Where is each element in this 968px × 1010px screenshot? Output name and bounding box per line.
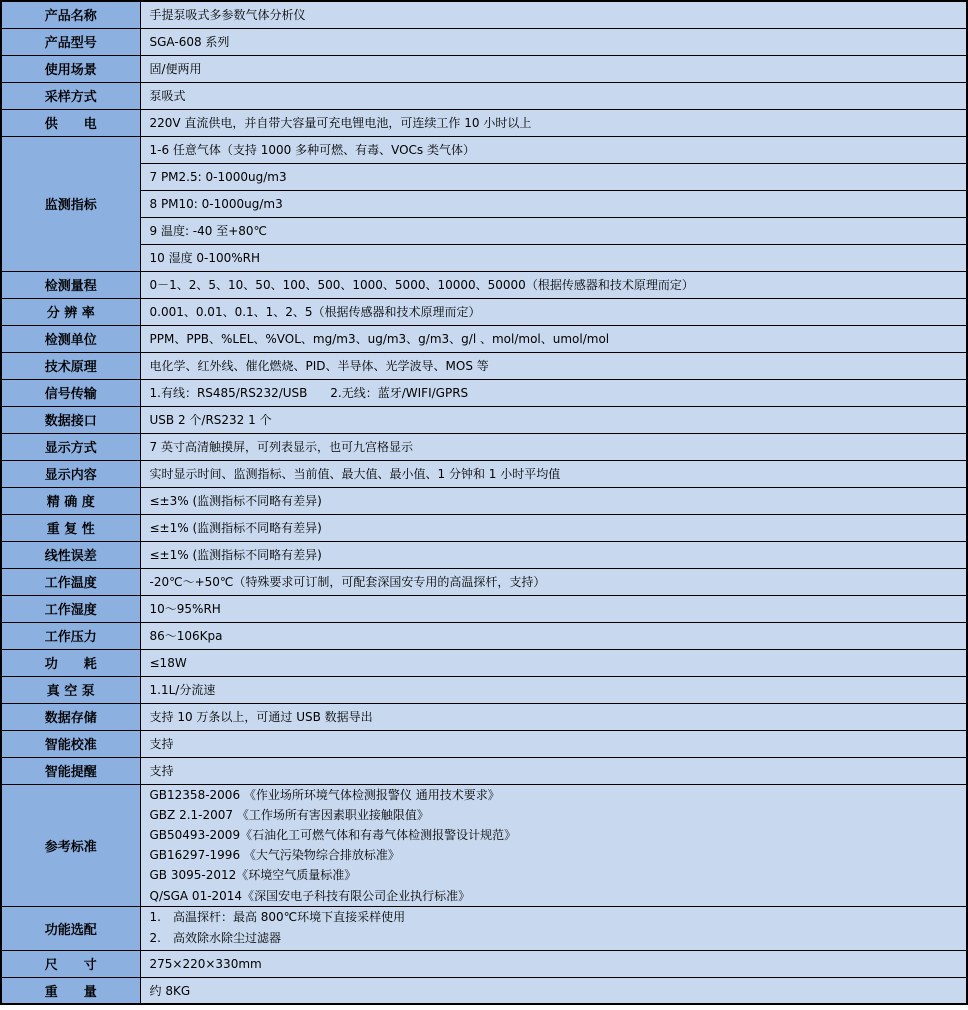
spec-label: 显示方式 (1, 433, 140, 460)
spec-label: 采样方式 (1, 82, 140, 109)
spec-value: -20℃～+50℃（特殊要求可订制，可配套深国安专用的高温探杆，支持） (140, 568, 967, 595)
spec-label: 功能选配 (1, 906, 140, 950)
spec-label: 智能校准 (1, 730, 140, 757)
spec-value: 0－1、2、5、10、50、100、500、1000、5000、10000、50000（根据传感器和技术原理而定） (140, 271, 967, 298)
spec-value: 7 英寸高清触摸屏，可列表显示，也可九宫格显示 (140, 433, 967, 460)
spec-label: 数据存储 (1, 703, 140, 730)
spec-value: 1.有线：RS485/RS232/USB 2.无线：蓝牙/WIFI/GPRS (140, 379, 967, 406)
spec-label: 检测量程 (1, 271, 140, 298)
spec-label: 显示内容 (1, 460, 140, 487)
spec-table-body (1, 1, 967, 1004)
spec-label: 真 空 泵 (1, 676, 140, 703)
spec-label: 产品名称 (1, 1, 140, 28)
spec-label: 工作湿度 (1, 595, 140, 622)
table-row (1, 906, 967, 950)
spec-value: 86～106Kpa (140, 622, 967, 649)
table-row (1, 55, 967, 82)
spec-label: 重 量 (1, 977, 140, 1004)
table-row (1, 676, 967, 703)
spec-label: 智能提醒 (1, 757, 140, 784)
table-row (1, 28, 967, 55)
table-row (1, 244, 967, 271)
spec-label: 供 电 (1, 109, 140, 136)
spec-value (140, 784, 967, 906)
table-row (1, 406, 967, 433)
spec-value: 1.1L/分流速 (140, 676, 967, 703)
spec-label: 技术原理 (1, 352, 140, 379)
spec-value: 支持 (140, 757, 967, 784)
spec-label: 检测单位 (1, 325, 140, 352)
spec-value: 约 8KG (140, 977, 967, 1004)
table-row (1, 460, 967, 487)
table-row (1, 1, 967, 28)
table-row (1, 622, 967, 649)
spec-label: 工作温度 (1, 568, 140, 595)
spec-value: 10 湿度 0-100%RH (140, 244, 967, 271)
spec-label: 监测指标 (1, 136, 140, 271)
spec-value: 支持 (140, 730, 967, 757)
spec-value: ≤±1% (监测指标不同略有差异) (140, 541, 967, 568)
spec-value: ≤±3% (监测指标不同略有差异) (140, 487, 967, 514)
table-row (1, 352, 967, 379)
table-row (1, 784, 967, 906)
spec-value-line: Q/SGA 01-2014《深国安电子科技有限公司企业执行标准》 (149, 888, 471, 903)
table-row (1, 325, 967, 352)
table-row (1, 757, 967, 784)
table-row (1, 298, 967, 325)
table-row (1, 82, 967, 109)
spec-label: 分 辨 率 (1, 298, 140, 325)
spec-label: 尺 寸 (1, 950, 140, 977)
table-row (1, 271, 967, 298)
spec-value-line: GBZ 2.1-2007 《工作场所有害因素职业接触限值》 (149, 807, 429, 822)
spec-value-line: 1. 高温探杆：最高 800℃环境下直接采样使用 (149, 909, 406, 924)
spec-value-line: GB12358-2006 《作业场所环境气体检测报警仪 通用技术要求》 (149, 787, 500, 802)
table-row (1, 379, 967, 406)
spec-label: 线性误差 (1, 541, 140, 568)
table-row (1, 109, 967, 136)
table-row (1, 950, 967, 977)
spec-value-line: 2. 高效除水除尘过滤器 (149, 931, 281, 946)
spec-value-line: GB 3095-2012《环境空气质量标准》 (149, 868, 357, 883)
spec-value: 1-6 任意气体（支持 1000 多种可燃、有毒、VOCs 类气体） (140, 136, 967, 163)
spec-value: 手提泵吸式多参数气体分析仪 (140, 1, 967, 28)
spec-label: 工作压力 (1, 622, 140, 649)
table-row (1, 649, 967, 676)
spec-value-line: GB16297-1996 《大气污染物综合排放标准》 (149, 848, 400, 863)
spec-value: 275×220×330mm (140, 950, 967, 977)
spec-value: 220V 直流供电，并自带大容量可充电锂电池，可连续工作 10 小时以上 (140, 109, 967, 136)
spec-value: 0.001、0.01、0.1、1、2、5（根据传感器和技术原理而定） (140, 298, 967, 325)
spec-label: 精 确 度 (1, 487, 140, 514)
spec-value: SGA-608 系列 (140, 28, 967, 55)
spec-label: 重 复 性 (1, 514, 140, 541)
spec-label: 参考标准 (1, 784, 140, 906)
spec-label: 功 耗 (1, 649, 140, 676)
table-row (1, 595, 967, 622)
table-row (1, 568, 967, 595)
table-row (1, 433, 967, 460)
spec-value: 实时显示时间、监测指标、当前值、最大值、最小值、1 分钟和 1 小时平均值 (140, 460, 967, 487)
spec-label: 使用场景 (1, 55, 140, 82)
table-row (1, 190, 967, 217)
spec-label: 信号传输 (1, 379, 140, 406)
spec-value: PPM、PPB、%LEL、%VOL、mg/m3、ug/m3、g/m3、g/l 、mol/mol、umol/mol (140, 325, 967, 352)
table-row (1, 487, 967, 514)
table-row (1, 977, 967, 1004)
spec-value (140, 906, 967, 950)
spec-value: 固/便两用 (140, 55, 967, 82)
table-row (1, 514, 967, 541)
spec-label: 产品型号 (1, 28, 140, 55)
table-row (1, 163, 967, 190)
table-row (1, 703, 967, 730)
spec-value: ≤18W (140, 649, 967, 676)
spec-value: 泵吸式 (140, 82, 967, 109)
spec-value: 7 PM2.5: 0-1000ug/m3 (140, 163, 967, 190)
spec-value: 9 温度: -40 至+80℃ (140, 217, 967, 244)
spec-value: 支持 10 万条以上，可通过 USB 数据导出 (140, 703, 967, 730)
spec-label: 数据接口 (1, 406, 140, 433)
spec-value: ≤±1% (监测指标不同略有差异) (140, 514, 967, 541)
spec-value: USB 2 个/RS232 1 个 (140, 406, 967, 433)
table-row (1, 217, 967, 244)
table-row (1, 541, 967, 568)
spec-value: 电化学、红外线、催化燃烧、PID、半导体、光学波导、MOS 等 (140, 352, 967, 379)
table-row (1, 136, 967, 163)
spec-value-line: GB50493-2009《石油化工可燃气体和有毒气体检测报警设计规范》 (149, 827, 517, 842)
spec-value: 10～95%RH (140, 595, 967, 622)
spec-value: 8 PM10: 0-1000ug/m3 (140, 190, 967, 217)
table-row (1, 730, 967, 757)
